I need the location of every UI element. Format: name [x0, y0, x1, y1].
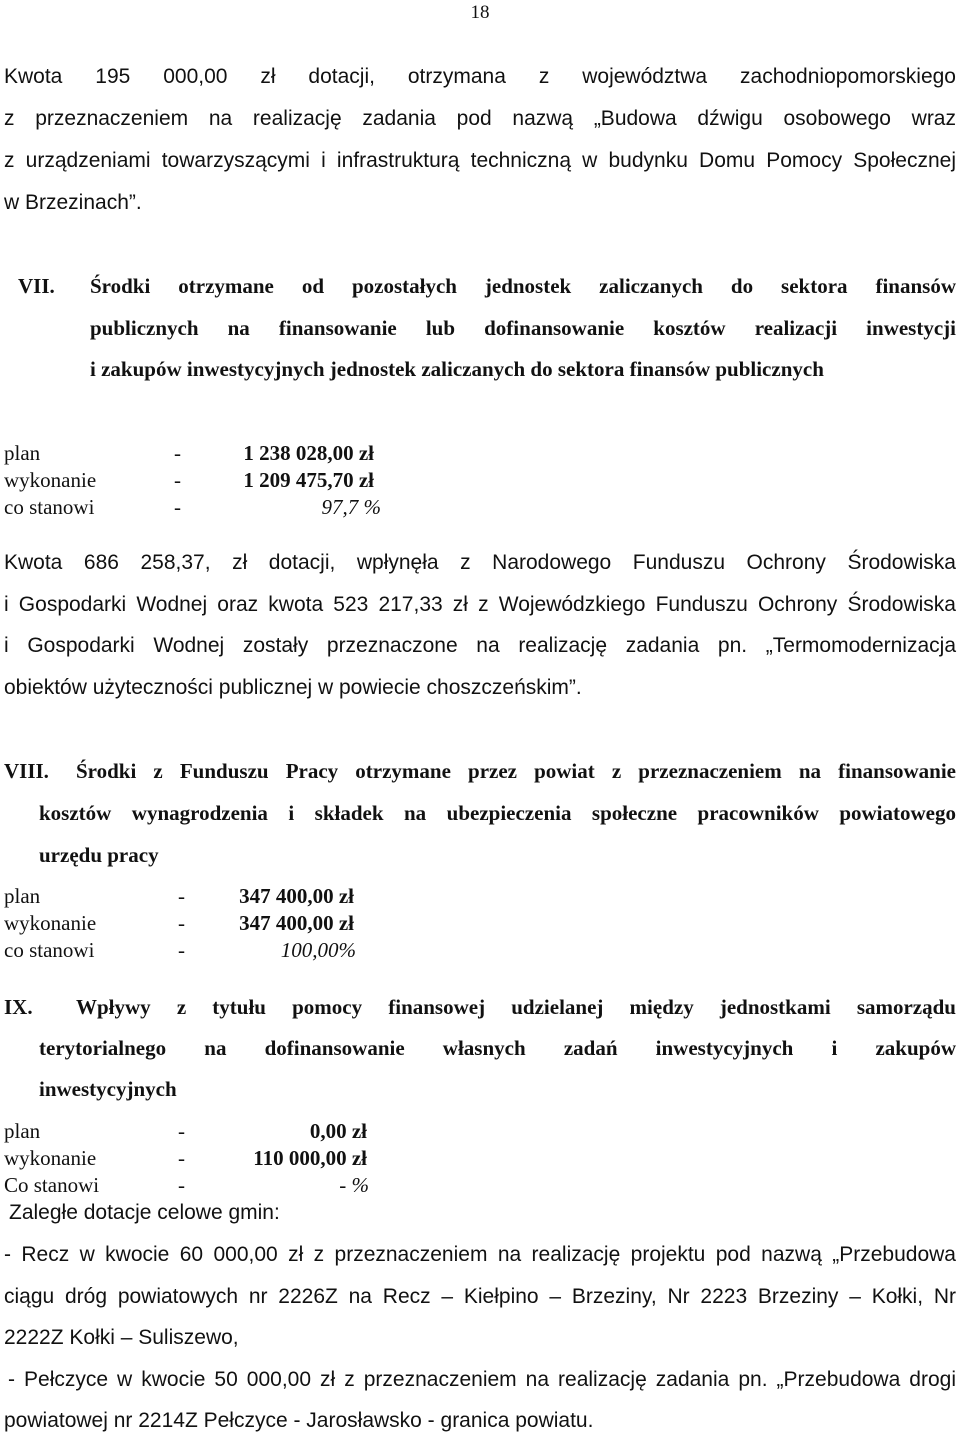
dash: - [178, 884, 185, 908]
execution-label: wykonanie [4, 468, 97, 492]
section-9-heading-line-2: terytorialnego na dofinansowanie własnych zadań inwestycyjnych i zakupów [39, 1036, 956, 1060]
section-7-text-line-2: i Gospodarki Wodnej oraz kwota 523 217,33 zł z Wojewódzkiego Funduszu Ochrony Środowiska [4, 593, 956, 616]
percent-value: 100,00% [280, 938, 356, 962]
arrears-item-1-line-1: - Recz w kwocie 60 000,00 zł z przeznaczeniem na realizację projektu pod nazwą „Przebudowa [4, 1243, 956, 1266]
intro-line-1: Kwota 195 000,00 zł dotacji, otrzymana z województwa zachodniopomorskiego [4, 65, 956, 88]
intro-line-4: w Brzezinach”. [4, 191, 142, 214]
percent-label: Co stanowi [4, 1173, 100, 1197]
plan-label: plan [4, 884, 41, 908]
plan-value: 347 400,00 zł [239, 884, 354, 908]
section-9-numeral: IX. [4, 995, 33, 1019]
plan-label: plan [4, 441, 41, 465]
arrears-item-2-line-2: powiatowej nr 2214Z Pełczyce - Jarosławsko - granica powiatu. [4, 1409, 594, 1432]
execution-value: 347 400,00 zł [239, 911, 354, 935]
section-7-heading-line-3: i zakupów inwestycyjnych jednostek zaliczanych do sektora finansów publicznych [90, 357, 824, 381]
page-number: 18 [470, 2, 490, 23]
intro-line-2: z przeznaczeniem na realizację zadania pod nazwą „Budowa dźwigu osobowego wraz [4, 107, 956, 130]
dash: - [178, 1173, 185, 1197]
section-7-text-line-1: Kwota 686 258,37, zł dotacji, wpłynęła z Narodowego Funduszu Ochrony Środowiska [4, 551, 956, 574]
plan-label: plan [4, 1119, 41, 1143]
intro-line-3: z urządzeniami towarzyszącymi i infrastrukturą techniczną w budynku Domu Pomocy Społecznej [4, 149, 956, 172]
dash: - [174, 468, 181, 492]
percent-label: co stanowi [4, 938, 95, 962]
section-9-heading-line-3: inwestycyjnych [39, 1077, 177, 1101]
percent-value: 97,7 % [321, 495, 381, 519]
section-7-text-line-3: i Gospodarki Wodnej zostały przeznaczone na realizację zadania pn. „Termomodernizacja [4, 634, 956, 657]
dash: - [178, 938, 185, 962]
section-7-heading-line-2: publicznych na finansowanie lub dofinansowanie kosztów realizacji inwestycji [90, 316, 956, 340]
plan-value: 0,00 zł [309, 1119, 367, 1143]
arrears-item-1-line-2: ciągu dróg powiatowych nr 2226Z na Recz – Kiełpino – Brzeziny, Nr 2223 Brzeziny – Kołki, Nr [4, 1285, 956, 1308]
arrears-item-2-line-1: - Pełczyce w kwocie 50 000,00 zł z przeznaczeniem na realizację zadania pn. „Przebudowa drogi [8, 1368, 956, 1391]
execution-value: 1 209 475,70 zł [243, 468, 374, 492]
section-8-heading-line-1: Środki z Funduszu Pracy otrzymane przez powiat z przeznaczeniem na finansowanie [76, 759, 956, 783]
dash: - [178, 1146, 185, 1170]
section-8-heading-line-2: kosztów wynagrodzenia i składek na ubezpieczenia społeczne pracowników powiatowego [39, 801, 956, 825]
arrears-item-1-line-3: 2222Z Kołki – Suliszewo, [4, 1326, 239, 1349]
section-8-heading-line-3: urzędu pracy [39, 843, 159, 867]
execution-label: wykonanie [4, 911, 97, 935]
section-8-numeral: VIII. [4, 759, 49, 783]
plan-value: 1 238 028,00 zł [243, 441, 374, 465]
section-7-heading-line-1: Środki otrzymane od pozostałych jednostek zaliczanych do sektora finansów [90, 274, 956, 298]
dash: - [178, 1119, 185, 1143]
section-7-numeral: VII. [18, 274, 55, 298]
dash: - [174, 495, 181, 519]
execution-value: 110 000,00 zł [253, 1146, 367, 1170]
execution-label: wykonanie [4, 1146, 97, 1170]
section-9-heading-line-1: Wpływy z tytułu pomocy finansowej udzielanej między jednostkami samorządu [76, 995, 956, 1019]
dash: - [174, 441, 181, 465]
section-7-text-line-4: obiektów użyteczności publicznej w powiecie choszczeńskim”. [4, 676, 582, 699]
dash: - [178, 911, 185, 935]
percent-value: - % [339, 1173, 369, 1197]
percent-label: co stanowi [4, 495, 95, 519]
arrears-label: Zaległe dotacje celowe gmin: [9, 1201, 280, 1224]
